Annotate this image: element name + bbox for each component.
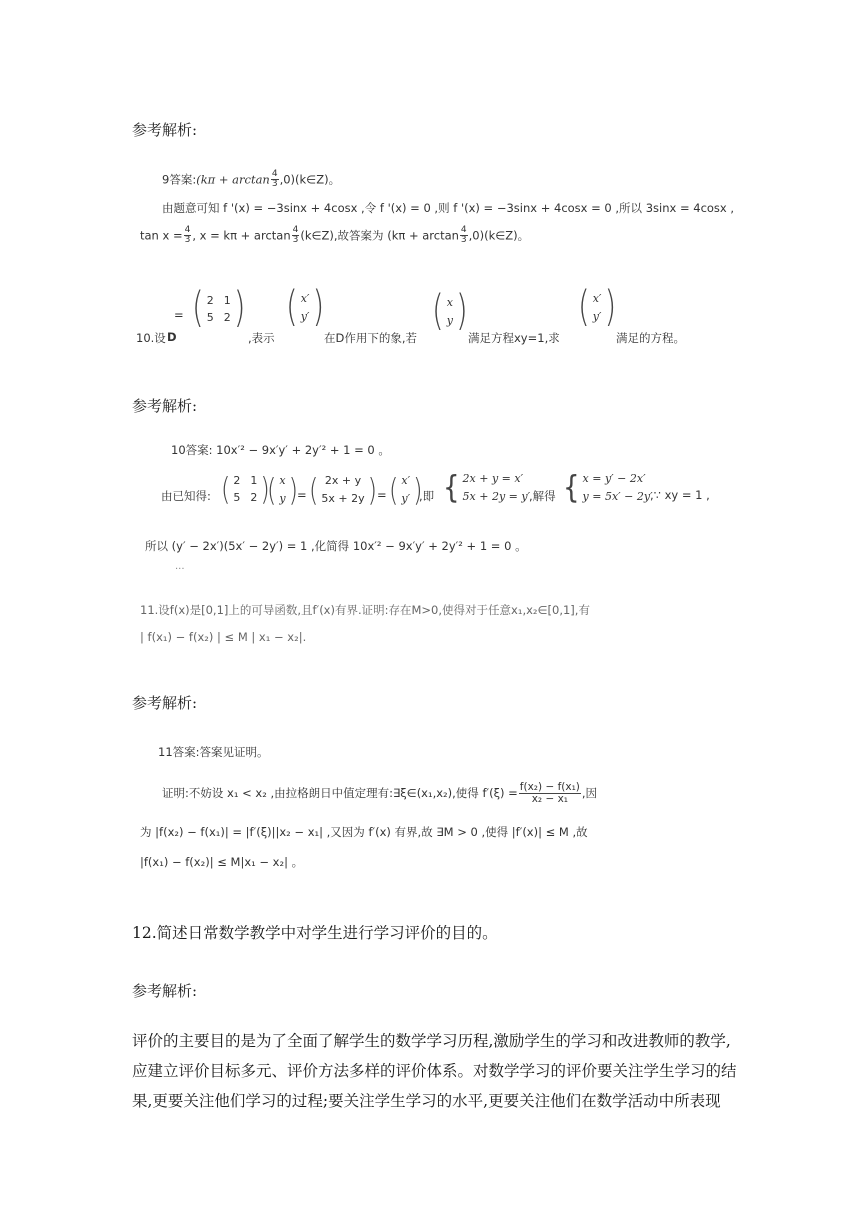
right-paren: ) — [367, 471, 377, 508]
solution-9-block — [140, 160, 735, 260]
then-text: ,即 — [419, 489, 435, 503]
x-expr: , x = kπ + arctan — [192, 228, 291, 243]
frac-den: 3 — [271, 179, 278, 190]
sys2: 5x + 2y = y′ — [462, 490, 531, 503]
res2: 5x + 2y — [321, 492, 365, 505]
vector-xp-yp — [286, 282, 325, 332]
frac-num: f(x₂) − f(x₁) — [519, 781, 580, 793]
yp: y′ — [300, 310, 310, 323]
left-paren: ( — [389, 471, 399, 508]
m11: 2 — [206, 294, 214, 307]
m21: 5 — [206, 311, 214, 324]
frac-num: 4 — [184, 225, 191, 235]
frac-num: 4 — [460, 225, 467, 235]
question-11-line1: 11.设f(x)是[0,1]上的可导函数,且f′(x)有界.证明:存在M>0,使得对于任意x₁,x₂∈[0,1],有 — [140, 603, 590, 617]
m22: 2 — [223, 311, 231, 324]
res1: 2x + y — [324, 474, 362, 487]
frac-den: 3 — [184, 235, 191, 246]
xp: x′ — [592, 292, 602, 305]
sys1: 2x + y = x′ — [462, 472, 524, 485]
vector-prime — [389, 471, 423, 508]
equals-sign: = — [377, 488, 387, 502]
matrix-entries — [204, 294, 234, 324]
question-10-prefix: 10.设 — [136, 331, 166, 345]
yp: y′ — [592, 310, 602, 323]
left-paren: ( — [309, 471, 319, 508]
right-paren: ) — [233, 283, 246, 333]
m11: 2 — [233, 474, 241, 487]
vector-entries — [298, 292, 313, 323]
rx: x′ — [401, 474, 411, 487]
vector-x-y-repeat — [267, 471, 298, 508]
frac-den: 3 — [460, 235, 467, 246]
x: x — [446, 296, 453, 309]
solve-text: ,解得 — [529, 489, 556, 503]
conclusion-expr: (k∈Z),故答案为 (kπ + arctan — [300, 228, 459, 243]
solution-9-line3 — [140, 226, 529, 246]
frac-num: 4 — [271, 169, 278, 179]
vector-entries — [444, 296, 456, 327]
frac-num: 4 — [292, 225, 299, 235]
solution-10-block — [145, 432, 725, 582]
m21: 5 — [233, 491, 241, 504]
left-brace: { — [443, 469, 460, 506]
because-text: ,∵ xy = 1 , — [650, 488, 710, 502]
right-paren: ) — [288, 471, 298, 508]
vector-entries — [398, 474, 413, 505]
frac-den: x₂ − x₁ — [531, 793, 569, 806]
right-paren: ) — [260, 470, 270, 508]
matrix-entries — [230, 474, 260, 504]
ending-text: 满足的方程。 — [616, 331, 685, 345]
solution-9-answer — [162, 170, 340, 190]
y: y — [446, 314, 453, 327]
xp: x′ — [300, 292, 310, 305]
solution-11-line2 — [162, 782, 597, 805]
fraction — [271, 170, 279, 190]
equals-sign: = — [174, 308, 184, 322]
right-paren: ) — [455, 286, 468, 336]
faint-mark: ··· — [175, 564, 185, 575]
system-equations — [443, 469, 533, 506]
matrix-d — [192, 283, 246, 333]
vector-entries — [318, 474, 367, 505]
question-11-line2: | f(x₁) − f(x₂) | ≤ M | x₁ − x₂|. — [140, 630, 307, 644]
proof-tail: ,因 — [581, 786, 598, 801]
answer-paragraph-line3: 果,更要关注他们学习的过程;要关注学生学习的水平,更要关注他们在数学活动中所表现 — [132, 1092, 721, 1110]
sol2: y = 5x′ − 2y′ — [582, 490, 653, 503]
known-text: 由已知得: — [161, 489, 211, 503]
fraction — [460, 226, 468, 246]
vector-entries — [590, 292, 605, 323]
solution-system — [563, 469, 656, 506]
right-paren: ) — [312, 282, 325, 332]
solution-9-line2: 由题意可知 f '(x) = −3sinx + 4cosx ,令 f '(x) = 0 ,则 f '(x) = −3sinx + 4cosx = 0 ,所以 3sinx = 4cosx , — [162, 201, 735, 215]
frac-den: 3 — [292, 235, 299, 246]
answer-paragraph-line2: 应建立评价目标多元、评价方法多样的评价体系。对数学学习的评价要关注学生学习的结 — [132, 1062, 737, 1080]
reference-analysis-label: 参考解析: — [132, 397, 198, 415]
reference-analysis-label: 参考解析: — [132, 982, 198, 1000]
system-rows — [460, 472, 534, 503]
sol1: x = y′ − 2x′ — [582, 472, 646, 485]
fraction — [292, 226, 300, 246]
system-rows — [580, 472, 656, 503]
left-paren: ( — [286, 282, 298, 332]
answer-prefix: 9答案: — [162, 172, 197, 187]
reference-analysis-label: 参考解析: — [132, 121, 198, 139]
fraction — [519, 782, 581, 805]
m12: 1 — [223, 294, 231, 307]
vector-result — [309, 471, 377, 508]
shows-text: ,表示 — [248, 331, 275, 345]
vector-entries — [276, 474, 288, 505]
left-brace: { — [563, 469, 580, 506]
solution-11-line3: 为 |f(x₂) − f(x₁)| = |f′(ξ)||x₂ − x₁| ,又因为 f′(x) 有界,故 ∃M > 0 ,使得 |f′(x)| ≤ M ,故 — [140, 825, 588, 839]
equals-sign: = — [297, 488, 307, 502]
satisfies-text: 满足方程xy=1,求 — [468, 331, 560, 345]
left-paren: ( — [432, 286, 444, 336]
answer-tail: ,0)(k∈Z)。 — [279, 172, 341, 187]
solution-10-final: 所以 (y′ − 2x′)(5x′ − 2y′) = 1 ,化简得 10x′² − 9x′y′ + 2y′² + 1 = 0 。 — [145, 539, 527, 553]
tan-lhs: tan x = — [140, 228, 183, 243]
solution-11-block — [140, 738, 700, 878]
vector-xp-yp-2 — [578, 282, 617, 332]
solution-10-answer: 10答案: 10x′² − 9x′y′ + 2y′² + 1 = 0 。 — [171, 443, 390, 457]
solution-11-answer: 11答案:答案见证明。 — [158, 745, 269, 759]
right-paren: ) — [413, 471, 423, 508]
answer-paragraph-line1: 评价的主要目的是为了全面了解学生的数学学习历程,激励学生的学习和改进教师的教学, — [132, 1032, 731, 1050]
matrix-d-label: D — [167, 330, 177, 344]
answer-expr: (kπ + arctan — [196, 172, 270, 187]
under-text: 在D作用下的象,若 — [324, 331, 418, 345]
question-12: 12.简述日常数学教学中对学生进行学习评价的目的。 — [132, 924, 498, 942]
question-10 — [136, 282, 736, 352]
conclusion-tail: ,0)(k∈Z)。 — [468, 228, 530, 243]
matrix-d-repeat — [221, 470, 270, 508]
proof-start: 证明:不妨设 x₁ < x₂ ,由拉格朗日中值定理有:∃ξ∈(x₁,x₂),使得 f′(ξ) = — [162, 786, 518, 801]
ry: y′ — [401, 492, 411, 505]
left-paren: ( — [578, 282, 590, 332]
m22: 2 — [250, 491, 258, 504]
left-paren: ( — [192, 283, 204, 333]
left-paren: ( — [221, 470, 231, 508]
left-paren: ( — [267, 471, 277, 508]
y: y — [279, 492, 286, 505]
reference-analysis-label: 参考解析: — [132, 694, 198, 712]
m12: 1 — [250, 474, 258, 487]
solution-11-line4: |f(x₁) − f(x₂)| ≤ M|x₁ − x₂| 。 — [140, 855, 304, 869]
fraction — [184, 226, 192, 246]
vector-x-y — [432, 286, 468, 336]
x: x — [279, 474, 286, 487]
right-paren: ) — [604, 282, 617, 332]
